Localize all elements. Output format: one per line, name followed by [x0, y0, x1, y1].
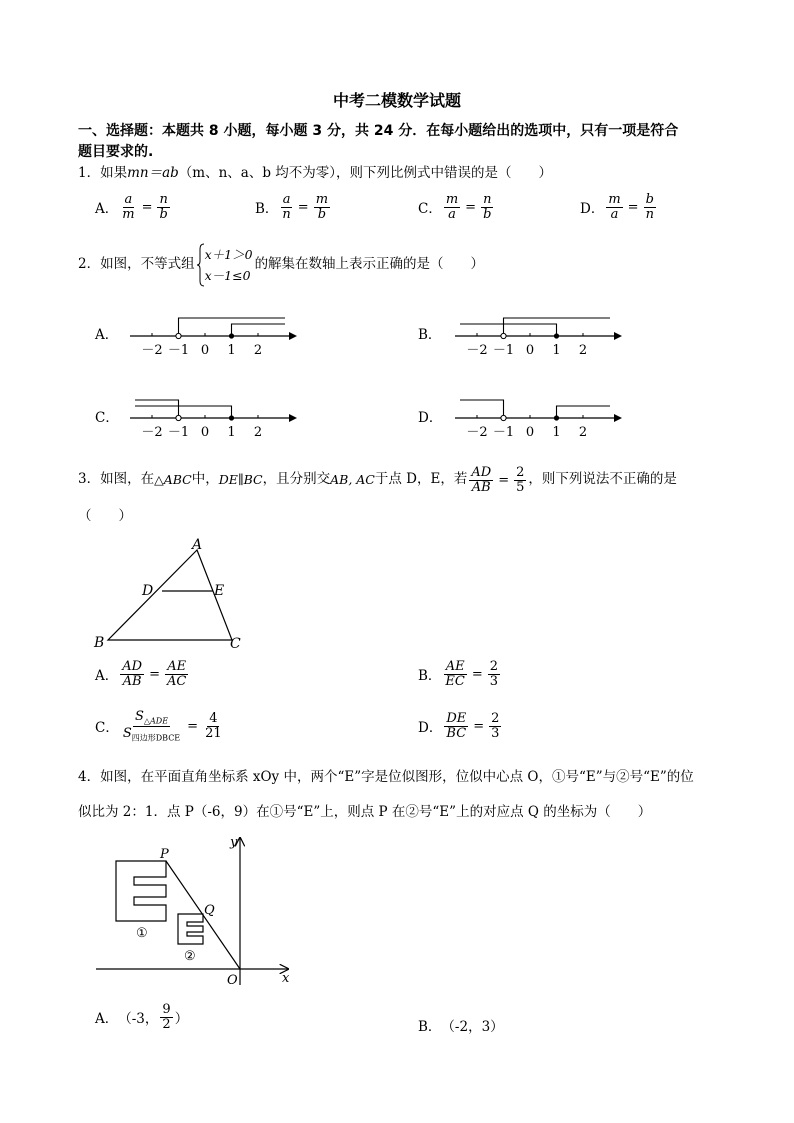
tick-label: 1 [227, 343, 236, 358]
q1-option-a[interactable]: A． $\frac{a}{m}$ = $\frac{n}{b}$ [95, 192, 168, 222]
point-q-label: Q [204, 903, 215, 918]
q3-triangle-figure [88, 535, 258, 655]
tick-label: －1 [492, 343, 515, 358]
q3-ratio-left: $\frac{AD}{AB}$ [471, 465, 492, 495]
closed-point [554, 415, 559, 420]
tick-label: －1 [492, 425, 515, 440]
q4-option-b[interactable]: B． （-2，3） [418, 1019, 504, 1035]
q3-parallel: DE∥BC [218, 471, 263, 487]
open-point [176, 333, 181, 338]
section-heading-line1: 一、选择题：本题共 8 小题，每小题 3 分，共 24 分．在每小题给出的选项中，只有一项是符合 [78, 123, 679, 139]
open-point [501, 415, 506, 420]
tick-label: 0 [525, 425, 535, 440]
q3-option-c[interactable]: C． $\frac{S_{\triangle ADE}}{S_{四边形DBCE}}$ = $\frac{4}{21}$ [95, 709, 222, 743]
tick-label: 0 [200, 343, 210, 358]
q2-option-b-label: B． [418, 327, 442, 343]
q1-condition: mn＝ab [127, 165, 179, 181]
q2-number-lines [0, 300, 794, 450]
question-2-stem [78, 243, 484, 287]
tick-label: 0 [200, 425, 210, 440]
point-p-label: P [160, 847, 169, 862]
arrow-icon [614, 332, 622, 340]
q3-mid3: 于点 D，E，若 [374, 471, 468, 488]
point-b-label: B [94, 635, 105, 651]
figure-1-label: ① [136, 926, 148, 941]
tick-label: －1 [167, 343, 190, 358]
point-e-label: E [214, 583, 225, 599]
question-4-line2: 似比为 2：1．点 P（-6，9）在①号“E”上，则点 P 在②号“E”上的对应点 Q 的坐标为（ ） [78, 804, 652, 820]
q2-ineq-1: x＋1＞0 [204, 247, 253, 262]
q1-option-d[interactable]: D． $\frac{m}{a}$ = $\frac{b}{n}$ [580, 192, 654, 222]
q2-system [197, 243, 253, 287]
q3-paren: （ ） [78, 508, 132, 524]
point-a-label: A [192, 537, 203, 553]
question-4-line1: 4．如图，在平面直角坐标系 xOy 中，两个“E”字是位似图形，位似中心点 O，①号“E”与②号“E”的位 [78, 769, 694, 785]
tick-label: －1 [167, 425, 190, 440]
q3-mid1: 中， [191, 471, 219, 488]
q2-prefix: 2．如图，不等式组 [78, 256, 195, 273]
arrow-icon [289, 332, 297, 340]
q2-ineq-2: x－1≤0 [204, 268, 251, 283]
tick-label: 2 [253, 343, 263, 358]
point-d-label: D [142, 583, 154, 599]
q3-sides: AB, AC [330, 471, 375, 487]
solution-ray [135, 400, 179, 418]
q1-option-c[interactable]: C． $\frac{m}{a}$ = $\frac{n}{b}$ [418, 192, 492, 222]
tick-label: 2 [578, 425, 588, 440]
tick-label: 1 [552, 343, 561, 358]
brace-icon [197, 243, 205, 287]
closed-point [229, 333, 234, 338]
q1-paren: （m、n、a、b 均不为零），则下列比例式中错误的是（ ） [178, 165, 553, 181]
tick-label: 1 [227, 425, 236, 440]
q3-option-a[interactable]: A． $\frac{AD}{AB}$ = $\frac{AE}{AC}$ [95, 659, 187, 689]
q3-option-d[interactable]: D． $\frac{DE}{BC}$ = $\frac{2}{3}$ [418, 711, 500, 741]
q3-option-b[interactable]: B． $\frac{AE}{EC}$ = $\frac{2}{3}$ [418, 659, 499, 689]
q2-option-a-label: A． [95, 327, 119, 343]
solution-ray [460, 324, 557, 336]
letter-e-2 [178, 914, 203, 944]
section-heading-line2: 题目要求的. [78, 144, 154, 160]
q2-suffix: 的解集在数轴上表示正确的是（ ） [254, 256, 485, 273]
tick-label: －2 [466, 343, 488, 358]
q4-option-a[interactable]: A． （-3， $\frac{9}{2}$ ） [95, 1002, 189, 1032]
figure-2-label: ② [184, 949, 196, 964]
q3-prefix: 3．如图，在 [78, 471, 155, 488]
solution-ray [460, 400, 504, 418]
q1-prefix: 1．如果 [78, 165, 128, 181]
arrow-icon [614, 414, 622, 422]
open-point [501, 333, 506, 338]
q3-triangle: △ABC [154, 471, 192, 487]
tick-label: 2 [578, 343, 588, 358]
q1-option-b[interactable]: B． $\frac{a}{n}$ = $\frac{m}{b}$ [255, 192, 329, 222]
q2-option-d-label: D． [418, 410, 443, 426]
question-3-stem: 3．如图，在 △ABC 中， DE∥BC ，且分别交 AB, AC 于点 D，E，若 $\frac{AD}{AB}$ = $\frac{2}{5}$ ，则下列说法不正确的是 [78, 465, 677, 495]
origin-label: O [227, 973, 238, 988]
tick-label: 1 [552, 425, 561, 440]
y-axis-label: y [230, 835, 238, 850]
tick-label: 2 [253, 425, 263, 440]
ray-op [166, 861, 240, 969]
open-point [176, 415, 181, 420]
page-title: 中考二模数学试题 [332, 91, 461, 110]
q3-ratio-right: $\frac{2}{5}$ [516, 465, 525, 495]
closed-point [229, 415, 234, 420]
x-axis-label: x [282, 971, 290, 986]
q2-option-c-label: C． [95, 410, 119, 426]
tick-label: －2 [466, 425, 488, 440]
q4-coordinate-figure [90, 830, 300, 990]
q3-mid2: ，且分别交 [262, 471, 331, 488]
q3-suffix: ，则下列说法不正确的是 [528, 471, 677, 488]
arrow-icon [289, 414, 297, 422]
solution-ray [135, 406, 232, 418]
point-c-label: C [230, 636, 241, 652]
letter-e-1 [116, 861, 166, 921]
tick-label: 0 [525, 343, 535, 358]
tick-label: －2 [141, 425, 163, 440]
question-1-stem [78, 167, 552, 181]
closed-point [554, 333, 559, 338]
tick-label: －2 [141, 343, 163, 358]
